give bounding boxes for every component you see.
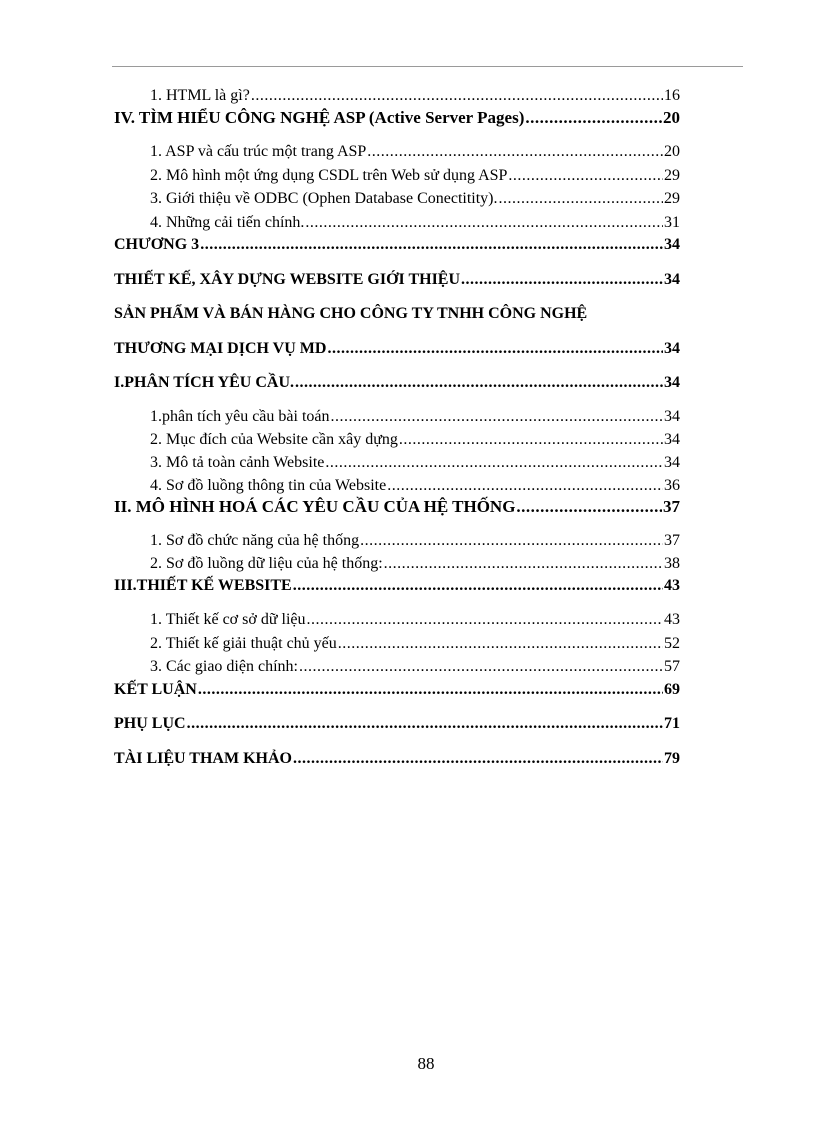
toc-entry[interactable] — [114, 339, 680, 359]
toc-entry[interactable] — [114, 235, 680, 255]
toc-entry-page: 34 — [664, 431, 680, 448]
toc-entry-text: 2. Mục đích của Website cần xây dựng — [150, 431, 398, 448]
toc-entry-page: 34 — [664, 340, 680, 357]
toc-entry-text: THƯƠNG MẠI DỊCH VỤ MD — [114, 340, 327, 357]
toc-entry-page: 71 — [664, 715, 680, 732]
toc-entry-text: 4. Sơ đồ luồng thông tin của Website — [150, 477, 387, 494]
leader-dots — [461, 270, 663, 290]
toc-entry-text: THIẾT KẾ, XÂY DỰNG WEBSITE GIỚI THIỆU — [114, 271, 461, 288]
toc-entry-text: 3. Các giao diện chính: — [150, 658, 298, 675]
toc-entry-page: 79 — [664, 750, 680, 767]
toc-entry[interactable] — [114, 714, 680, 734]
leader-dots — [295, 373, 663, 393]
toc-entry[interactable] — [150, 634, 680, 654]
toc-entry-text: KẾT LUẬN — [114, 681, 197, 698]
leader-dots — [508, 166, 663, 186]
leader-dots — [299, 657, 663, 677]
toc-entry-text: IV. TÌM HIỂU CÔNG NGHỆ ASP (Active Server Pages) — [114, 108, 525, 127]
toc-entry[interactable] — [150, 657, 680, 677]
leader-dots — [251, 86, 663, 106]
page-number: 88 — [417, 1054, 435, 1073]
leader-dots — [338, 634, 663, 654]
toc-entry[interactable] — [150, 166, 680, 186]
leader-dots — [516, 497, 662, 517]
toc-entry[interactable] — [114, 749, 680, 769]
toc-entry-text: 3. Mô tả toàn cảnh Website — [150, 454, 325, 471]
leader-dots — [293, 576, 663, 596]
leader-dots — [367, 142, 663, 162]
leader-dots — [187, 714, 663, 734]
toc-entry-text: 1.phân tích yêu cầu bài toán — [150, 408, 330, 425]
leader-dots — [387, 476, 663, 496]
toc-entry-page: 38 — [664, 555, 680, 572]
toc-entry-text: II. MÔ HÌNH HOÁ CÁC YÊU CẦU CỦA HỆ THỐNG — [114, 497, 516, 516]
toc-entry[interactable] — [150, 430, 680, 450]
toc-entry[interactable] — [150, 554, 680, 574]
toc-entry[interactable] — [150, 610, 680, 630]
toc-entry-text: 2. Thiết kế giải thuật chủ yếu — [150, 635, 337, 652]
toc-entry-page: 20 — [663, 108, 680, 127]
toc-entry-text: 1. Sơ đồ chức năng của hệ thống — [150, 532, 360, 549]
toc-entry[interactable] — [114, 680, 680, 700]
toc-entry-page: 31 — [664, 214, 680, 231]
leader-dots — [325, 453, 663, 473]
toc-entry-page: 69 — [664, 681, 680, 698]
toc-entry-page: 36 — [664, 477, 680, 494]
toc-entry-text: 3. Giới thiệu về ODBC (Ophen Database Conectitity). — [150, 190, 498, 207]
leader-dots — [200, 235, 663, 255]
toc-entry-text: PHỤ LỤC — [114, 715, 186, 732]
toc-entry[interactable] — [150, 213, 680, 233]
leader-dots — [293, 749, 663, 769]
toc-entry[interactable] — [150, 407, 680, 427]
toc-entry[interactable] — [150, 453, 680, 473]
leader-dots — [327, 339, 663, 359]
toc-entry-text: 2. Sơ đồ luồng dữ liệu của hệ thống: — [150, 555, 383, 572]
leader-dots — [360, 531, 663, 551]
toc-entry-page: 29 — [664, 190, 680, 207]
toc-entry[interactable] — [150, 142, 680, 162]
toc-entry-text: 1. HTML là gì? — [150, 87, 250, 104]
toc-entry[interactable] — [150, 531, 680, 551]
leader-dots — [305, 213, 663, 233]
toc-entry[interactable] — [114, 373, 680, 393]
toc-entry[interactable] — [114, 108, 680, 128]
toc-entry-text: 1. Thiết kế cơ sở dữ liệu — [150, 611, 306, 628]
toc-entry[interactable] — [114, 497, 680, 517]
toc-entry[interactable] — [150, 86, 680, 106]
toc-entry-page: 16 — [664, 87, 680, 104]
toc-entry-page: 34 — [664, 236, 680, 253]
toc-entry-text: CHƯƠNG 3 — [114, 236, 200, 253]
leader-dots — [198, 680, 663, 700]
toc-entry-page: 57 — [664, 658, 680, 675]
toc-entry-text: 1. ASP và cấu trúc một trang ASP — [150, 143, 367, 160]
header-rule — [112, 66, 743, 67]
toc-entry-page: 52 — [664, 635, 680, 652]
toc-entry-page: 37 — [663, 497, 680, 516]
toc-entry-page: 37 — [664, 532, 680, 549]
toc-entry[interactable] — [114, 270, 680, 290]
toc-entry[interactable] — [150, 189, 680, 209]
toc-entry-text: I.PHÂN TÍCH YÊU CẦU. — [114, 374, 295, 391]
toc-entry-page: 34 — [664, 454, 680, 471]
leader-dots — [331, 407, 664, 427]
toc-entry-page: 29 — [664, 167, 680, 184]
leader-dots — [525, 108, 662, 128]
toc-entry-page: 34 — [664, 271, 680, 288]
toc-entry[interactable] — [114, 576, 680, 596]
leader-dots — [307, 610, 664, 630]
toc-entry[interactable] — [150, 476, 680, 496]
toc-entry-page: 34 — [664, 374, 680, 391]
toc-entry-page: 43 — [664, 577, 680, 594]
toc-entry[interactable] — [114, 304, 680, 324]
toc-entry-page: 43 — [664, 611, 680, 628]
leader-dots — [399, 430, 663, 450]
toc-entry-text: 4. Những cải tiến chính. — [150, 214, 305, 231]
toc-entry-page: 20 — [664, 143, 680, 160]
toc-entry-text: 2. Mô hình một ứng dụng CSDL trên Web sử dụng ASP — [150, 167, 508, 184]
toc-entry-page: 34 — [664, 408, 680, 425]
toc-entry-text: III.THIẾT KẾ WEBSITE — [114, 577, 292, 594]
toc-entry-text: SẢN PHẨM VÀ BÁN HÀNG CHO CÔNG TY TNHH CÔNG NGHỆ — [114, 305, 588, 322]
leader-dots — [499, 189, 664, 209]
leader-dots — [384, 554, 663, 574]
toc-entry-text: TÀI LIỆU THAM KHẢO — [114, 750, 292, 767]
